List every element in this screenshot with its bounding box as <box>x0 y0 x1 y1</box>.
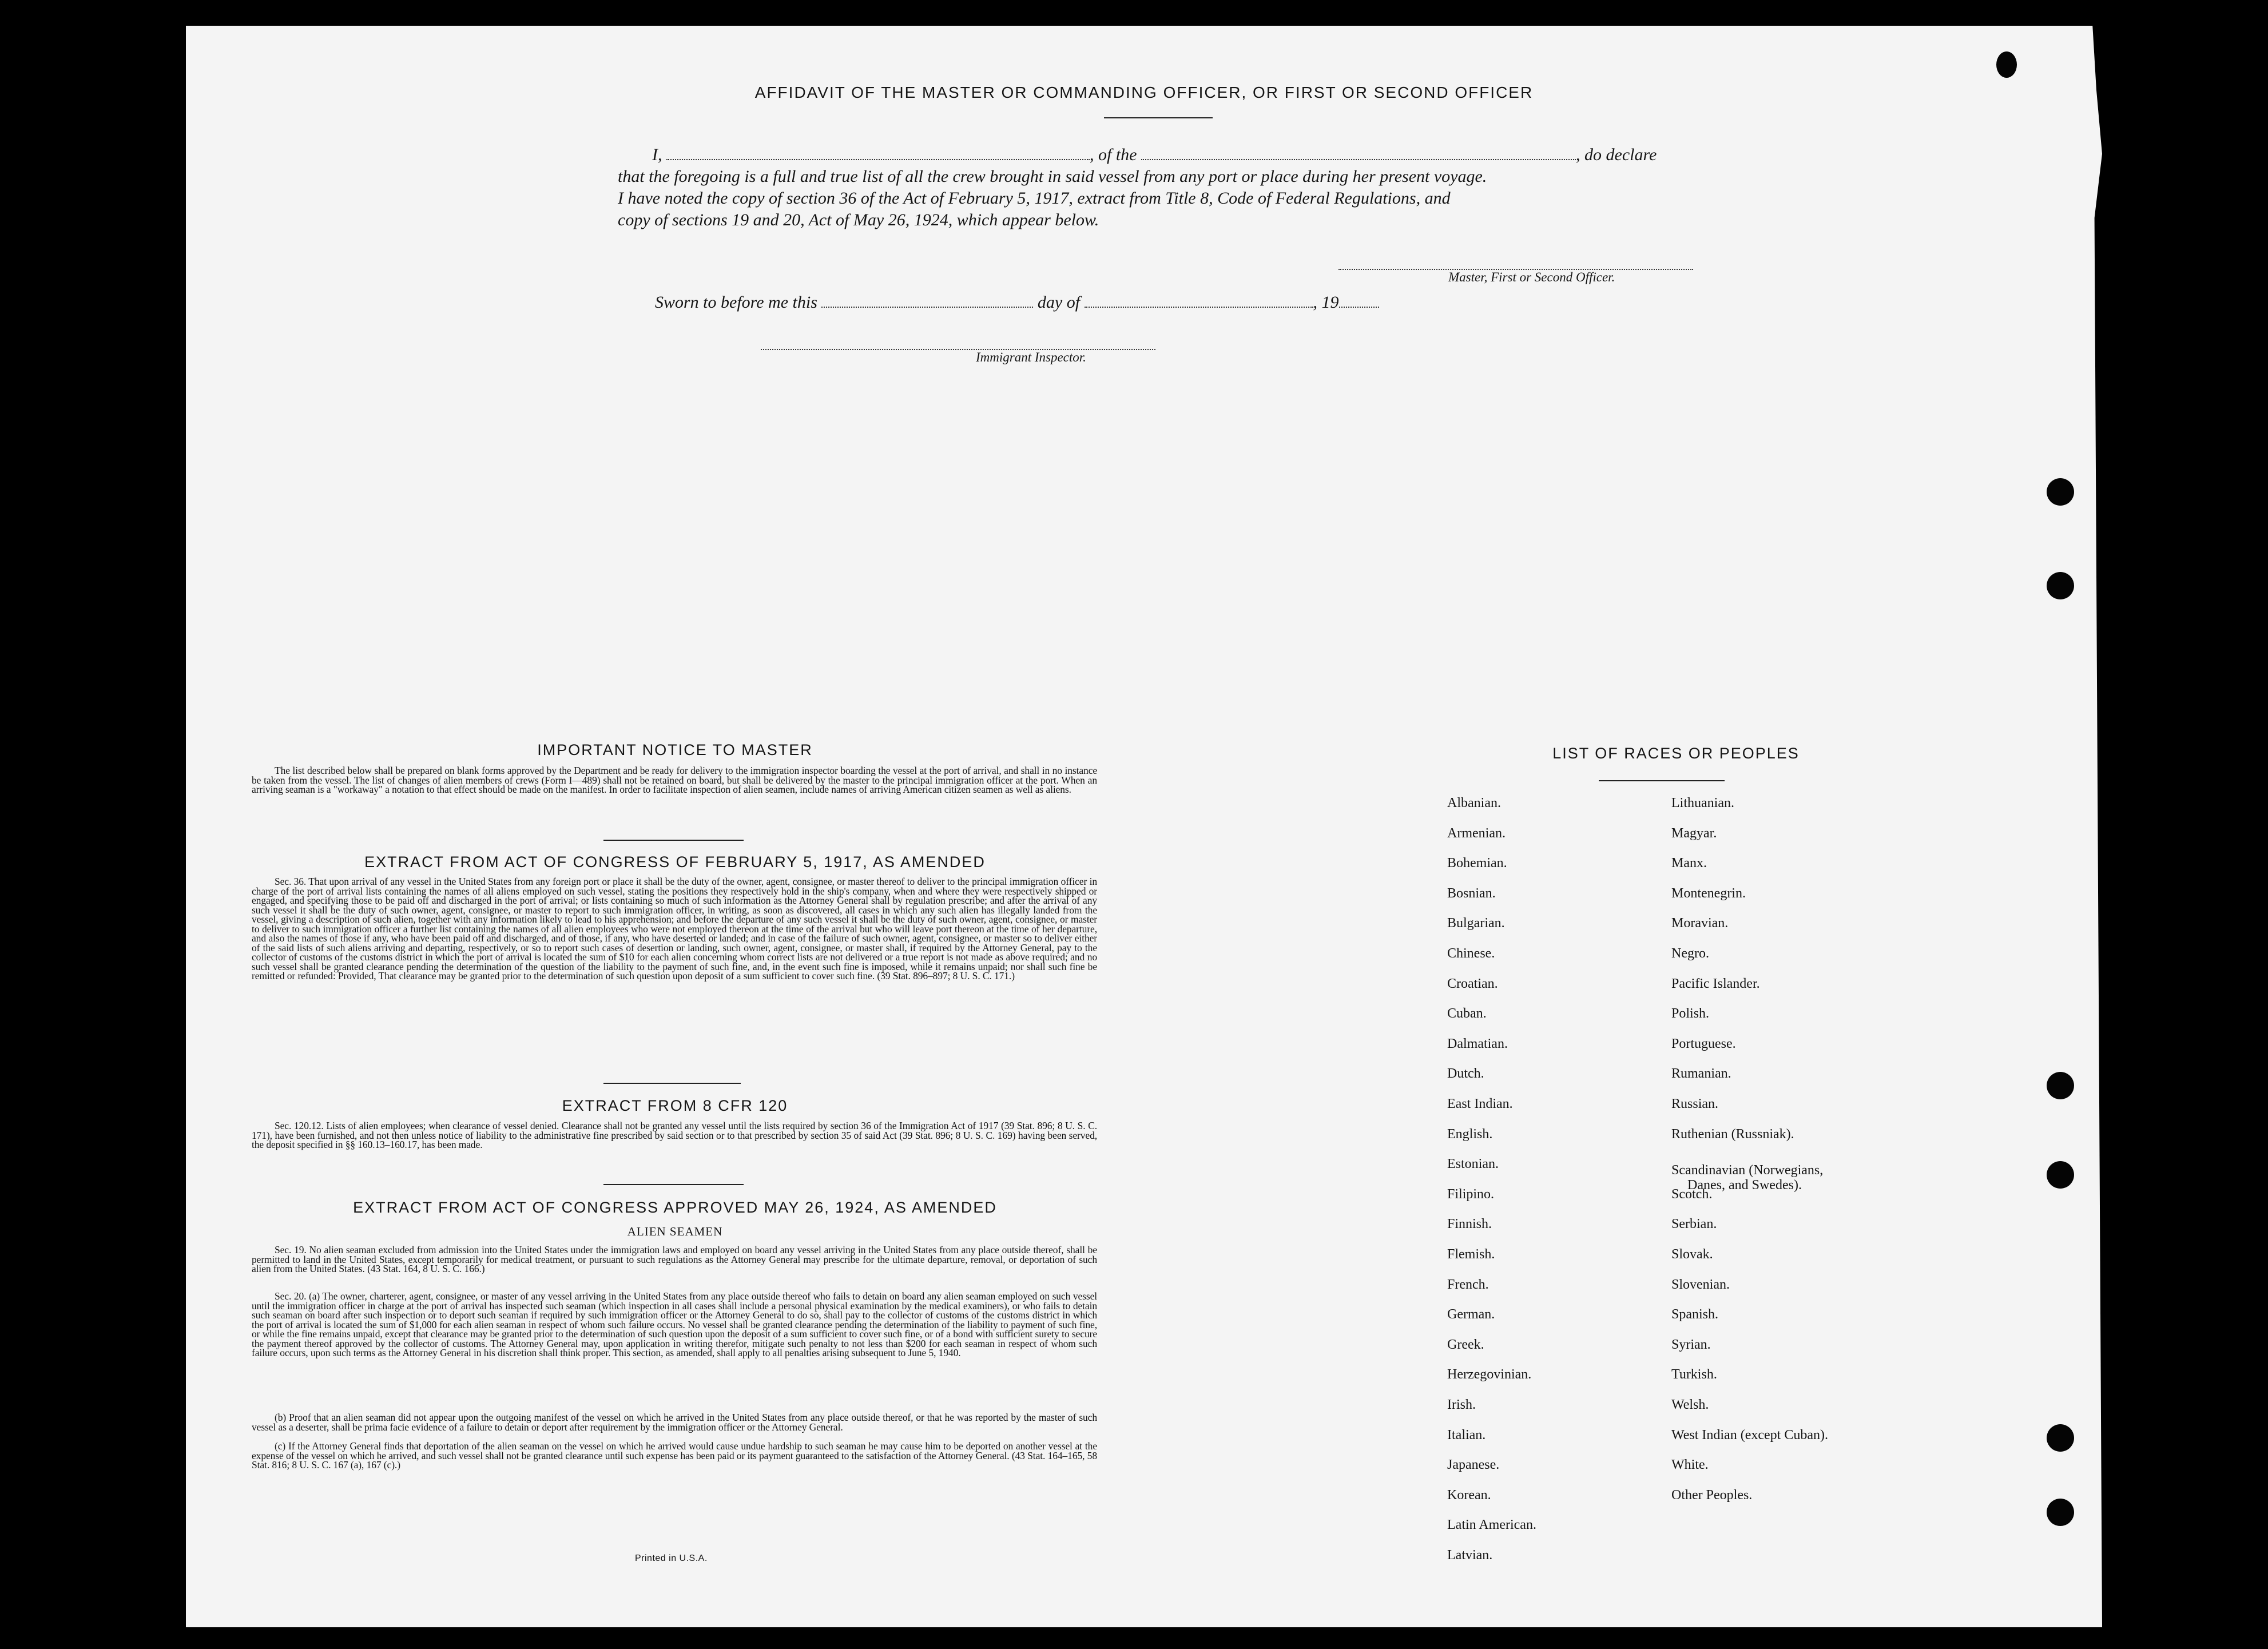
affidavit-title: AFFIDAVIT OF THE MASTER OR COMMANDING OFFICER, OR FIRST OR SECOND OFFICER <box>754 84 1534 101</box>
sworn-month-blank[interactable] <box>1085 294 1313 308</box>
race-item: Finnish. <box>1447 1217 1492 1232</box>
race-item: Croatian. <box>1447 976 1498 991</box>
affidavit-line3: I have noted the copy of section 36 of the Act of February 5, 1917, extract from Title 8, Code of Federal Regulations, and <box>618 189 1451 208</box>
divider <box>603 1083 741 1084</box>
cfr-title: EXTRACT FROM 8 CFR 120 <box>562 1097 788 1114</box>
cfr-body: Sec. 120.12. Lists of alien employees; when clearance of vessel denied. Clearance shall not be granted any vessel until the lists required by section 36 of the Immigration Act of 1917 (39 Stat. 896; 8 U. S. C. 171), have been furnished, and not then unless notice of liability to the administrative fine prescribed by said section or to that prescribed by section 35 of said Act (39 Stat. 896; 8 U. S. C. 169) having been served, the deposit specified in §§ 160.13–160.17, has been made. <box>252 1120 1097 1150</box>
race-item: Irish. <box>1447 1397 1476 1412</box>
race-item: Armenian. <box>1447 825 1506 841</box>
race-item: Montenegrin. <box>1671 885 1746 901</box>
race-item: Spanish. <box>1671 1307 1719 1322</box>
race-item: Dutch. <box>1447 1066 1484 1082</box>
affidavit-line2: that the foregoing is a full and true list of all the crew brought in said vessel from any port or place during her present voyage. <box>618 167 1487 186</box>
alien-seamen-subtitle: ALIEN SEAMEN <box>627 1225 723 1238</box>
race-item: Albanian. <box>1447 796 1501 810</box>
race-item: Scotch. <box>1671 1186 1713 1202</box>
race-item: Dalmatian. <box>1447 1036 1508 1051</box>
extract1917-title: EXTRACT FROM ACT OF CONGRESS OF FEBRUARY 5, 1917, AS AMENDED <box>364 853 986 871</box>
punch-hole <box>2047 1161 2074 1189</box>
race-item: White. <box>1671 1457 1709 1473</box>
race-item: Greek. <box>1447 1337 1484 1352</box>
divider <box>603 1184 744 1185</box>
divider <box>1104 117 1213 118</box>
race-item: Flemish. <box>1447 1247 1495 1262</box>
race-item: Japanese. <box>1447 1457 1500 1473</box>
punch-hole <box>2047 572 2074 599</box>
race-item: German. <box>1447 1307 1495 1322</box>
punch-hole <box>1996 51 2017 78</box>
race-item: Filipino. <box>1447 1186 1495 1202</box>
punch-hole <box>2047 1072 2074 1099</box>
race-item: Lithuanian. <box>1671 796 1734 810</box>
race-item: Russian. <box>1671 1096 1719 1111</box>
race-item: East Indian. <box>1447 1096 1513 1111</box>
master-signature-blank[interactable] <box>1338 256 1693 270</box>
extract1924-title: EXTRACT FROM ACT OF CONGRESS APPROVED MAY 26, 1924, AS AMENDED <box>353 1199 997 1216</box>
notice-title: IMPORTANT NOTICE TO MASTER <box>537 741 813 758</box>
race-item: Polish. <box>1671 1006 1710 1022</box>
race-item: Manx. <box>1671 856 1707 871</box>
vessel-blank[interactable] <box>1141 146 1576 160</box>
race-item: Scandinavian (Norwegians, <box>1671 1163 1824 1178</box>
race-item: Pacific Islander. <box>1671 976 1760 991</box>
race-item: Korean. <box>1447 1487 1491 1503</box>
punch-hole <box>2047 1499 2074 1526</box>
races-title: LIST OF RACES OR PEOPLES <box>1552 745 1800 762</box>
race-item: Italian. <box>1447 1427 1486 1443</box>
race-item: Turkish. <box>1671 1367 1717 1382</box>
race-item: Cuban. <box>1447 1006 1487 1022</box>
race-item: West Indian (except Cuban). <box>1671 1427 1828 1443</box>
race-item: Latin American. <box>1447 1517 1536 1533</box>
race-item: Bulgarian. <box>1447 916 1505 931</box>
sworn-line: Sworn to before me this day of , 19 <box>655 292 1513 313</box>
race-item: Moravian. <box>1671 916 1729 931</box>
inspector-caption: Immigrant Inspector. <box>976 350 1086 364</box>
affidavit-line1: I, , of the , do declare <box>652 145 1657 164</box>
race-item: Rumanian. <box>1671 1066 1731 1082</box>
race-item: Bohemian. <box>1447 856 1507 871</box>
extract1917-body: Sec. 36. That upon arrival of any vessel in the United States from any foreign port or place it shall be the duty of the owner, agent, consignee, or master thereof to deliver to the principal immigration officer in charge of the port of arrival lists containing the names of all aliens employed on such vessel, stating the positions they respectively hold in the ship's company, when and where they were respectively shipped or engaged, and specifying those to be paid off and discharged in the port of arrival; or lists containing so much of such information as the Attorney General shall by regulation prescribe; and after the arrival of any such vessel it shall be the duty of such owner, agent, consignee, or master to report to such immigration officer, in writing, as soon as discovered, all cases in which any such alien has illegally landed from the vessel, giving a description of such alien, together with any information likely to lead to his apprehension; and before the departure of any such vessel it shall be the duty of such owner, agent, consignee, or master to deliver to such immigration officer a further list containing the names of all alien employees who were not employed thereon at the time of the arrival but who will leave port thereon at the time of her departure, and also the names of those if any, who have been paid off and discharged, and of those, if any, who have deserted or landed; and in case of the failure of such owner, agent, consignee, or master so to deliver either of the said lists of such aliens arriving and departing, respectively, or so to report such cases of desertion or landing, such owner, agent, consignee, or master shall, if required by the Attorney General, pay to the collector of customs of the customs district in which the port of arrival is located the sum of $10 for each alien concerning whom correct lists are not delivered or a true report is not made as above required; and no such vessel shall be granted clearance pending the determination of the question of the liability to the payment of such fine, and, in the event such fine is imposed, while it remains unpaid; nor shall such fine be remitted or refunded: Provided, That clearance may be granted prior to the determination of such question upon deposit of a sum sufficient to cover such fine. (39 Stat. 896–897; 8 U. S. C. 171.) <box>252 876 1097 982</box>
inspector-signature-blank[interactable] <box>761 336 1155 350</box>
race-item: English. <box>1447 1126 1493 1142</box>
race-item: Negro. <box>1671 946 1709 961</box>
race-item: Chinese. <box>1447 946 1495 961</box>
punch-hole <box>2047 1424 2074 1452</box>
race-item: Estonian. <box>1447 1157 1499 1172</box>
race-item: Slovenian. <box>1671 1277 1730 1292</box>
race-item: Slovak. <box>1671 1247 1713 1262</box>
race-item: Other Peoples. <box>1671 1487 1753 1503</box>
race-item: French. <box>1447 1277 1489 1292</box>
punch-hole <box>2047 478 2074 506</box>
race-item: Danes, and Swedes). <box>1687 1178 1802 1193</box>
race-item: Latvian. <box>1447 1548 1493 1563</box>
sworn-day-blank[interactable] <box>821 294 1033 308</box>
printed-in-usa: Printed in U.S.A. <box>635 1553 708 1563</box>
race-item: Herzegovinian. <box>1447 1367 1532 1382</box>
notice-body: The list described below shall be prepared on blank forms approved by the Department and be ready for delivery to the immigration inspector boarding the vessel at the port of arrival, and shall in no instance be taken from the vessel. The list of changes of alien members of crews (Form I—489) shall not be retained on board, but shall be delivered by the master to the principal immigration officer at the port. When an arriving seaman is a "workaway" a notation to that effect should be made on the manifest. In order to facilitate inspection of alien seamen, include names of arriving American citizen seamen as well as aliens. <box>252 765 1097 795</box>
race-item: Syrian. <box>1671 1337 1711 1352</box>
name-blank[interactable] <box>666 146 1090 160</box>
sec20c-body: (c) If the Attorney General finds that deportation of the alien seaman on the vessel on which he arrived would cause undue hardship to such seaman he may cause him to be deported on another vessel at the expense of the vessel on which he arrived, and such vessel shall not be granted clearance until such expense has been paid or its payment guaranteed to the satisfaction of the Attorney General. (43 Stat. 164–165, 58 Stat. 816; 8 U. S. C. 167 (a), 167 (c).) <box>252 1440 1097 1471</box>
divider <box>1599 780 1725 781</box>
race-item: Bosnian. <box>1447 885 1496 901</box>
race-item: Serbian. <box>1671 1217 1717 1232</box>
race-item: Portuguese. <box>1671 1036 1736 1051</box>
master-caption: Master, First or Second Officer. <box>1448 270 1615 284</box>
sec20b-body: (b) Proof that an alien seaman did not appear upon the outgoing manifest of the vessel on which he arrived in the United States from any place outside thereof, or that he was reported by the master of such vessel as a deserter, shall be prima facie evidence of a failure to detain or deport after requirement by the immigration officer or the Attorney General. <box>252 1412 1097 1433</box>
affidavit-line4: copy of sections 19 and 20, Act of May 26, 1924, which appear below. <box>618 210 1099 229</box>
sworn-year-blank[interactable] <box>1339 294 1379 308</box>
sec19-body: Sec. 19. No alien seaman excluded from admission into the United States under the immigration laws and employed on board any vessel arriving in the United States from any place outside thereof, shall be permitted to land in the United States, except temporarily for medical treatment, or pursuant to such regulations as the Attorney General may prescribe for the ultimate departure, removal, or deportation of such alien from the United States. (43 Stat. 164, 8 U. S. C. 166.) <box>252 1244 1097 1274</box>
race-item: Ruthenian (Russniak). <box>1671 1126 1794 1142</box>
divider <box>603 840 744 841</box>
race-item: Magyar. <box>1671 825 1717 841</box>
document-page <box>186 26 2102 1627</box>
sec20a-body: Sec. 20. (a) The owner, charterer, agent, consignee, or master of any vessel arriving in the United States from any place outside thereof who fails to detain on board any alien seaman employed on such vessel until the immigration officer in charge at the port of arrival has inspected such seaman (which inspection in all cases shall include a personal physical examination by the medical examiners), or who fails to detain such seaman on board after such inspection or to deport such seaman if required by such immigration officer or the Attorney General to do so, shall pay to the collector of customs of the customs district in which the port of arrival is located the sum of $1,000 for each alien seaman in respect of whom such failure occurs. No vessel shall be granted clearance pending the determination of the liability to payment of such fine, or while the fine remains unpaid, except that clearance may be granted prior to the determination of such question upon the deposit of a sum sufficient to cover such fine, or of a bond with sufficient surety to secure the payment thereof approved by the collector of customs. The Attorney General may, upon application in writing therefor, mitigate such penalty to not less than $200 for each seaman in respect of whom such failure occurs, upon such terms as the Attorney General in his discretion shall think proper. This section, as amended, shall apply to all penalties arising subsequent to June 5, 1940. <box>252 1290 1097 1358</box>
race-item: Welsh. <box>1671 1397 1709 1412</box>
